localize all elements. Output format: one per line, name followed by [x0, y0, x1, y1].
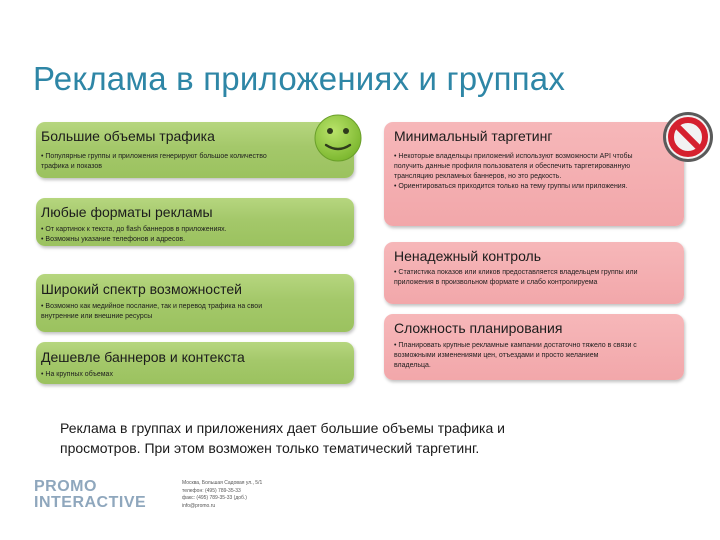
card-line: • Планировать крупные рекламные кампании достаточно тяжело в связи с — [394, 342, 637, 349]
pros-card-traffic — [36, 122, 354, 178]
card-line: трансляцию рекламных баннеров, но это редкость. — [394, 173, 562, 180]
logo-line: PROMO — [34, 478, 97, 495]
card-heading: Минимальный таргетинг — [394, 128, 553, 144]
card-heading: Ненадежный контроль — [394, 248, 542, 264]
pros-card-formats — [36, 198, 354, 246]
logo-line: INTERACTIVE — [34, 494, 147, 511]
cons-card-planning — [384, 314, 684, 380]
card-body — [394, 152, 633, 192]
card-body — [394, 341, 637, 371]
card-line: • Ориентироваться приходится только на тему группы или приложения. — [394, 183, 628, 190]
card-line: возможными изменениями цен, отъездами и просто желанием — [394, 352, 599, 359]
slide-title: Реклама в приложениях и группах — [33, 60, 566, 97]
contact-line: факс: (495) 789-35-33 (доб.) — [182, 495, 247, 501]
prohibition-sign-icon — [661, 110, 715, 164]
card-body — [41, 302, 262, 322]
card-line: внутренние или внешние ресурсы — [41, 313, 153, 320]
summary-line: просмотров. При этом возможен только тематический таргетинг. — [60, 440, 480, 456]
pros-card-cheaper — [36, 342, 354, 384]
card-line: • На крупных объемах — [41, 371, 113, 378]
contact-line: телефон: (495) 789-35-33 — [182, 487, 241, 494]
smiley-face-icon — [313, 113, 363, 163]
card-heading: Любые форматы рекламы — [41, 204, 213, 220]
cons-card-control — [384, 242, 684, 304]
card-line: • Статистика показов или кликов предоставляется владельцем группы или — [394, 269, 638, 276]
pros-card-spectrum — [36, 274, 354, 332]
cons-card-targeting — [384, 122, 684, 226]
card-heading: Большие объемы трафика — [41, 128, 215, 144]
card-line: владельца. — [394, 362, 431, 369]
card-line: • Популярные группы и приложения генерируют большое количество — [41, 153, 267, 160]
card-body — [41, 152, 267, 172]
card-body — [394, 268, 638, 288]
card-line: получить данные профиля пользователя и обеспечить таргетированную — [394, 163, 631, 170]
card-body — [41, 370, 113, 380]
card-heading: Сложность планирования — [394, 320, 563, 336]
card-line: • Некоторые владельцы приложений используют возможности API чтобы — [394, 153, 633, 160]
company-logo — [34, 479, 146, 511]
card-line: • От картинок к текста, до flash баннеров в приложениях. — [41, 226, 227, 233]
card-line: приложения в произвольном формате и слабо контролируема — [394, 279, 598, 286]
card-body — [41, 225, 227, 245]
summary-line: Реклама в группах и приложениях дает большие объемы трафика и — [60, 420, 505, 436]
contact-line: info@promo.ru — [182, 502, 216, 509]
card-line: • Возможно как медийное послание, так и перевод трафика на свои — [41, 303, 263, 310]
contact-info — [182, 480, 262, 510]
summary-text — [60, 418, 505, 458]
card-heading: Широкий спектр возможностей — [41, 281, 242, 297]
card-line: трафика и показов — [41, 163, 103, 170]
card-line: • Возможны указание телефонов и адресов. — [41, 236, 186, 243]
contact-line: Москва, Большая Садовая ул., 5/1 — [182, 480, 263, 486]
card-heading: Дешевле баннеров и контекста — [41, 349, 245, 365]
